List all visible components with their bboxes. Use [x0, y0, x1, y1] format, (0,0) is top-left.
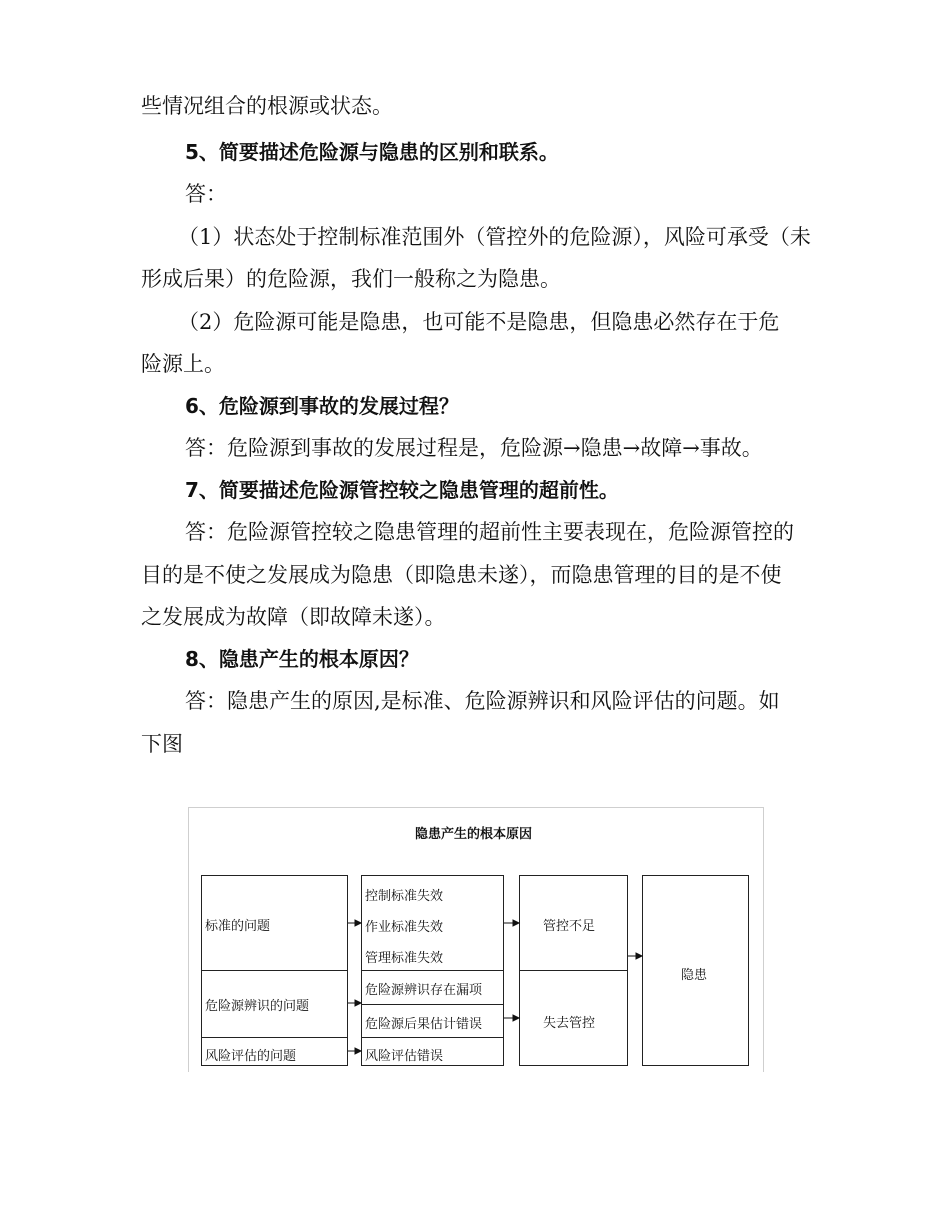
- cause-identification-label: 危险源辨识的问题: [205, 999, 310, 1014]
- question-5-heading: 5、简要描述危险源与隐患的区别和联系。: [185, 140, 559, 164]
- answer-6: 答：危险源到事故的发展过程是，危险源→隐患→故障→事故。: [185, 436, 763, 460]
- diagram-title: 隐患产生的根本原因: [415, 827, 533, 842]
- answer-8-line-2: 下图: [141, 732, 183, 756]
- arrow-head-result: [636, 953, 642, 959]
- answer-7-line-2: 目的是不使之发展成为隐患（即隐患未遂），而隐患管理的目的是不使: [141, 563, 782, 587]
- answer-5-label: 答：: [185, 182, 227, 206]
- answer-8-line-1: 答：隐患产生的原因,是标准、危险源辨识和风险评估的问题。如: [185, 689, 780, 713]
- detail-omission-label: 危险源辨识存在漏项: [365, 983, 483, 998]
- detail-management-standard-label: 管理标准失效: [365, 951, 444, 966]
- arrow-head-standard: [355, 920, 361, 926]
- question-6-heading: 6、危险源到事故的发展过程？: [185, 394, 459, 418]
- control-lost-label: 失去管控: [543, 1016, 596, 1031]
- cause-standard-label: 标准的问题: [205, 919, 271, 934]
- question-7-heading: 7、简要描述危险源管控较之隐患管理的超前性。: [185, 478, 619, 502]
- detail-work-standard-label: 作业标准失效: [365, 920, 444, 935]
- answer-5-point-1-line-1: （1）状态处于控制标准范围外（管控外的危险源），风险可承受（未: [178, 225, 811, 249]
- arrow-head-insufficient: [513, 920, 519, 926]
- detail-assessment-label: 风险评估错误: [365, 1049, 444, 1064]
- question-8-heading: 8、隐患产生的根本原因？: [185, 647, 419, 671]
- detail-estimate-label: 危险源后果估计错误: [365, 1017, 483, 1032]
- answer-7-line-1: 答：危险源管控较之隐患管理的超前性主要表现在，危险源管控的: [185, 520, 794, 544]
- answer-5-point-2-line-2: 险源上。: [141, 352, 225, 376]
- answer-5-point-1-line-2: 形成后果）的危险源，我们一般称之为隐患。: [141, 267, 561, 291]
- cause-assessment-label: 风险评估的问题: [205, 1049, 297, 1064]
- control-insufficient-label: 管控不足: [543, 919, 596, 934]
- paragraph-continuation: 些情况组合的根源或状态。: [141, 94, 393, 118]
- answer-7-line-3: 之发展成为故障（即故障未遂）。: [141, 605, 446, 629]
- root-cause-diagram: [188, 807, 764, 1072]
- answer-5-point-2-line-1: （2）危险源可能是隐患，也可能不是隐患，但隐患必然存在于危: [178, 310, 780, 334]
- result-hazard-label: 隐患: [681, 968, 708, 983]
- detail-control-standard-label: 控制标准失效: [365, 889, 444, 904]
- arrow-head-identification: [355, 1000, 361, 1006]
- diagram-arrows: [189, 808, 763, 1072]
- arrow-head-lost: [513, 1015, 519, 1021]
- arrow-head-assessment: [355, 1048, 361, 1054]
